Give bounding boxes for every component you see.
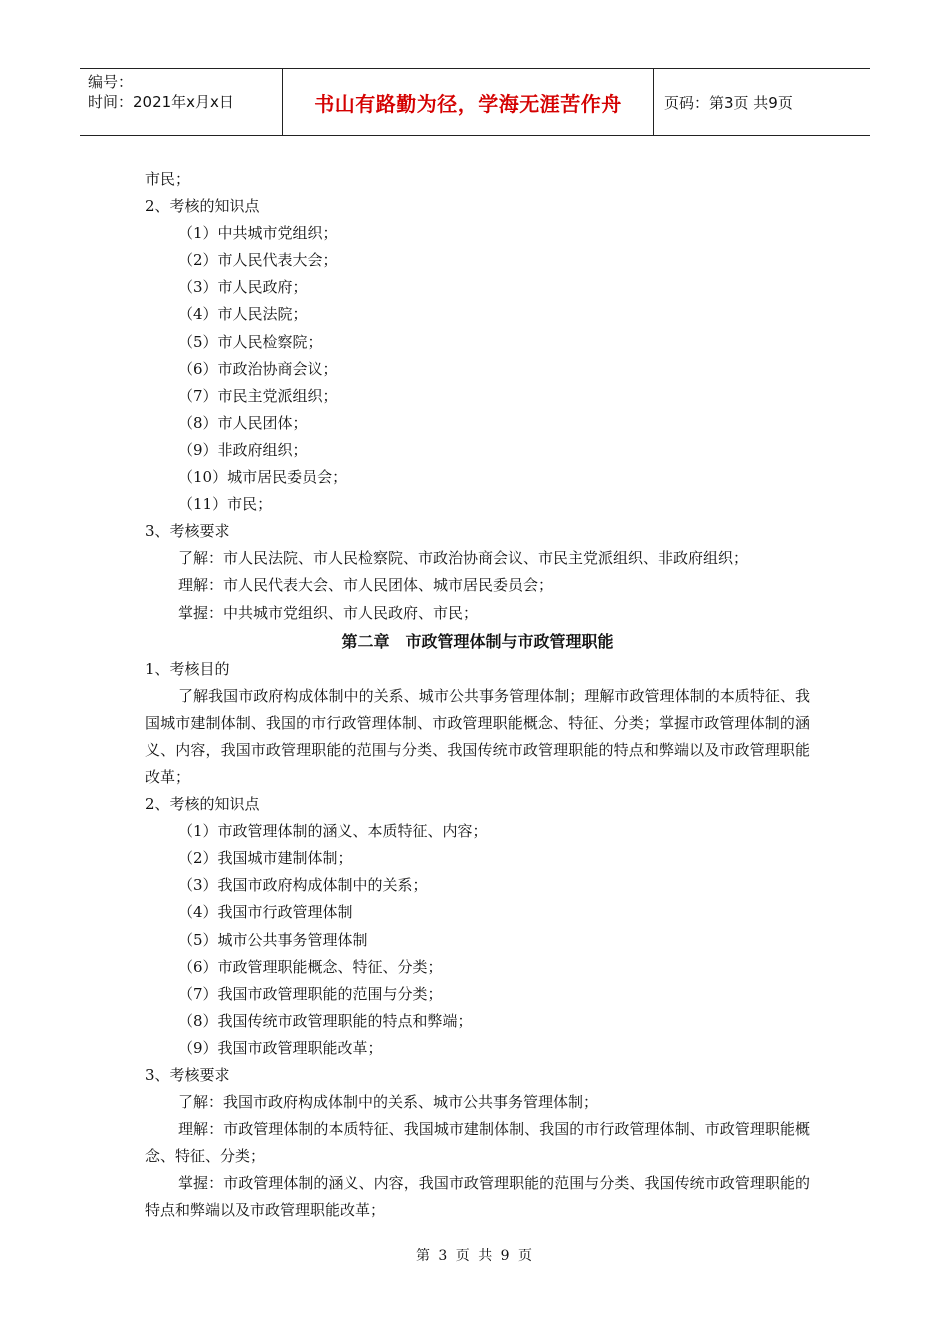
header-motto: 书山有路勤为径，学海无涯苦作舟 [283,69,654,135]
list-item: （1）中共城市党组织； [178,224,338,243]
requirement-line: 理解：市人民代表大会、市人民团体、城市居民委员会； [178,576,554,595]
number-label: 编号： [88,73,134,91]
section-title: 1、考核目的 [145,659,230,678]
date-label: 时间：2021年x月x日 [88,93,234,111]
list-item: （9）我国市政管理职能改革； [178,1038,383,1057]
section-title: 3、考核要求 [145,522,230,541]
list-item: （10）城市居民委员会； [178,468,348,487]
requirement-paragraph: 理解：市政管理体制的本质特征、我国城市建制体制、我国的市行政管理体制、市政管理职能概念、特征、分类； [145,1120,810,1166]
list-item: （9）非政府组织； [178,440,308,459]
list-item: （1）市政管理体制的涵义、本质特征、内容； [178,822,488,841]
list-item: （3）市人民政府； [178,278,308,297]
section-title: 2、考核的知识点 [145,795,260,814]
list-item: （2）我国城市建制体制； [178,849,353,868]
list-item: （4）我国市行政管理体制 [178,903,353,922]
list-item: （7）我国市政管理职能的范围与分类； [178,984,443,1003]
list-item: （3）我国市政府构成体制中的关系； [178,876,428,895]
requirement-line: 了解：我国市政府构成体制中的关系、城市公共事务管理体制； [178,1093,599,1112]
page-footer: 第 3 页 共 9 页 [415,1248,535,1264]
chapter-heading: 第二章 市政管理体制与市政管理职能 [341,631,614,651]
requirement-line: 了解：市人民法院、市人民检察院、市政治协商会议、市民主党派组织、非政府组织； [178,549,749,568]
header-meta [80,69,283,135]
section-title: 2、考核的知识点 [145,197,260,216]
list-item: （6）市政管理职能概念、特征、分类； [178,957,443,976]
list-item: （7）市民主党派组织； [178,386,338,405]
list-item: （8）市人民团体； [178,413,308,432]
list-item: （11）市民； [178,495,273,514]
document-body [145,166,810,1225]
section-title: 3、考核要求 [145,1066,230,1084]
text-line: 市民； [145,170,191,188]
page-header [80,68,870,136]
requirement-paragraph: 掌握：市政管理体制的涵义、内容，我国市政管理职能的范围与分类、我国传统市政管理职能的特点和弊端以及市政管理职能改革； [145,1174,810,1220]
header-page-label: 页码：第3页 共9页 [664,93,793,112]
list-item: （5）市人民检察院； [178,332,323,351]
list-item: （5）城市公共事务管理体制 [178,930,368,949]
list-item: （2）市人民代表大会； [178,251,338,270]
list-item: （4）市人民法院； [178,305,308,324]
list-item: （8）我国传统市政管理职能的特点和弊端； [178,1011,473,1030]
list-item: （6）市政治协商会议； [178,359,338,378]
paragraph: 了解我国市政府构成体制中的关系、城市公共事务管理体制；理解市政管理体制的本质特征、我国城市建制体制、我国的市行政管理体制、市政管理职能概念、特征、分类；掌握市政管理体制的涵义、内容，我国市政管理职能的范围与分类、我国传统市政管理职能的特点和弊端以及市政管理职能改革； [145,686,810,786]
requirement-line: 掌握：中共城市党组织、市人民政府、市民； [178,603,479,622]
